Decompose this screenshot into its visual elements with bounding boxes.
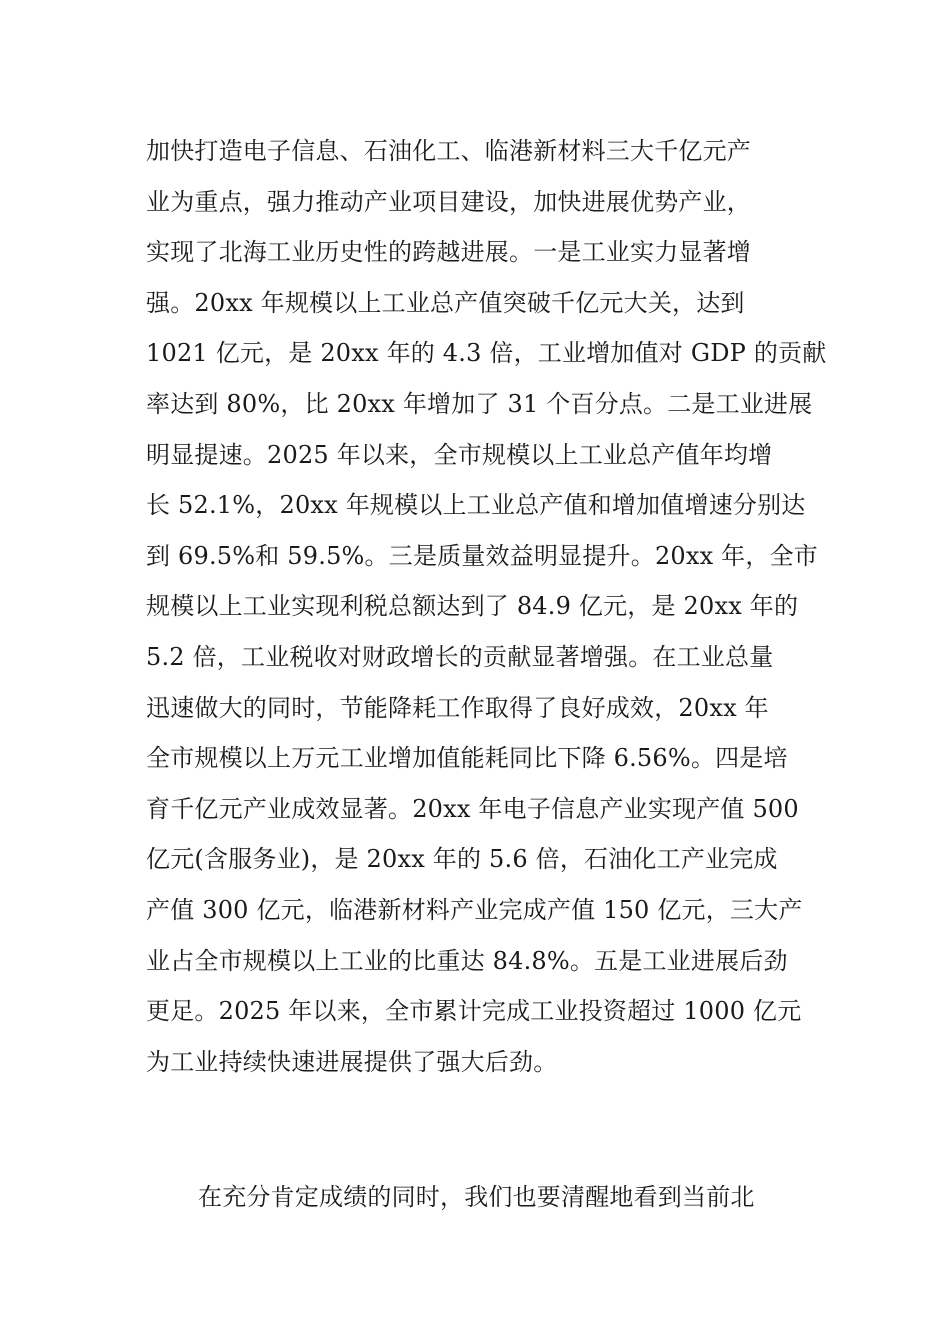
text-line: 到 69.5%和 59.5%。三是质量效益明显提升。20xx 年，全市 bbox=[146, 541, 818, 570]
text-line: 更足。2025 年以来，全市累计完成工业投资超过 1000 亿元 bbox=[146, 997, 802, 1026]
text-line: 迅速做大的同时，节能降耗工作取得了良好成效，20xx 年 bbox=[146, 693, 769, 722]
text-line: 强。20xx 年规模以上工业总产值突破千亿元大关，达到 bbox=[146, 288, 745, 317]
text-line: 规模以上工业实现利税总额达到了 84.9 亿元，是 20xx 年的 bbox=[146, 592, 799, 621]
text-line: 亿元(含服务业)，是 20xx 年的 5.6 倍，石油化工产业完成 bbox=[146, 845, 778, 874]
text-line: 全市规模以上万元工业增加值能耗同比下降 6.56%。四是培 bbox=[146, 744, 788, 773]
text-line: 业为重点，强力推动产业项目建设，加快进展优势产业， bbox=[146, 187, 751, 216]
text-line: 率达到 80%，比 20xx 年增加了 31 个百分点。二是工业进展 bbox=[146, 389, 813, 418]
text-line: 产值 300 亿元，临港新材料产业完成产值 150 亿元，三大产 bbox=[146, 895, 803, 924]
text-line: 育千亿元产业成效显著。20xx 年电子信息产业实现产值 500 bbox=[146, 794, 799, 823]
text-line: 长 52.1%，20xx 年规模以上工业总产值和增加值增速分别达 bbox=[146, 491, 806, 520]
text-line: 1021 亿元，是 20xx 年的 4.3 倍，工业增加值对 GDP 的贡献 bbox=[146, 339, 827, 368]
paragraph-industry-achievements bbox=[146, 126, 827, 1087]
text-line: 5.2 倍，工业税收对财政增长的贡献显著增强。在工业总量 bbox=[146, 642, 774, 671]
text-line: 实现了北海工业历史性的跨越进展。一是工业实力显著增 bbox=[146, 238, 751, 267]
text-line: 加快打造电子信息、石油化工、临港新材料三大千亿元产 bbox=[146, 137, 751, 165]
text-line: 在充分肯定成绩的同时，我们也要清醒地看到当前北 bbox=[198, 1183, 755, 1211]
text-line: 明显提速。2025 年以来，全市规模以上工业总产值年均增 bbox=[146, 440, 773, 469]
text-line: 为工业持续快速进展提供了强大后劲。 bbox=[146, 1047, 558, 1076]
text-line: 业占全市规模以上工业的比重达 84.8%。五是工业进展后劲 bbox=[146, 946, 788, 975]
paragraph-issues-intro bbox=[146, 1172, 816, 1223]
